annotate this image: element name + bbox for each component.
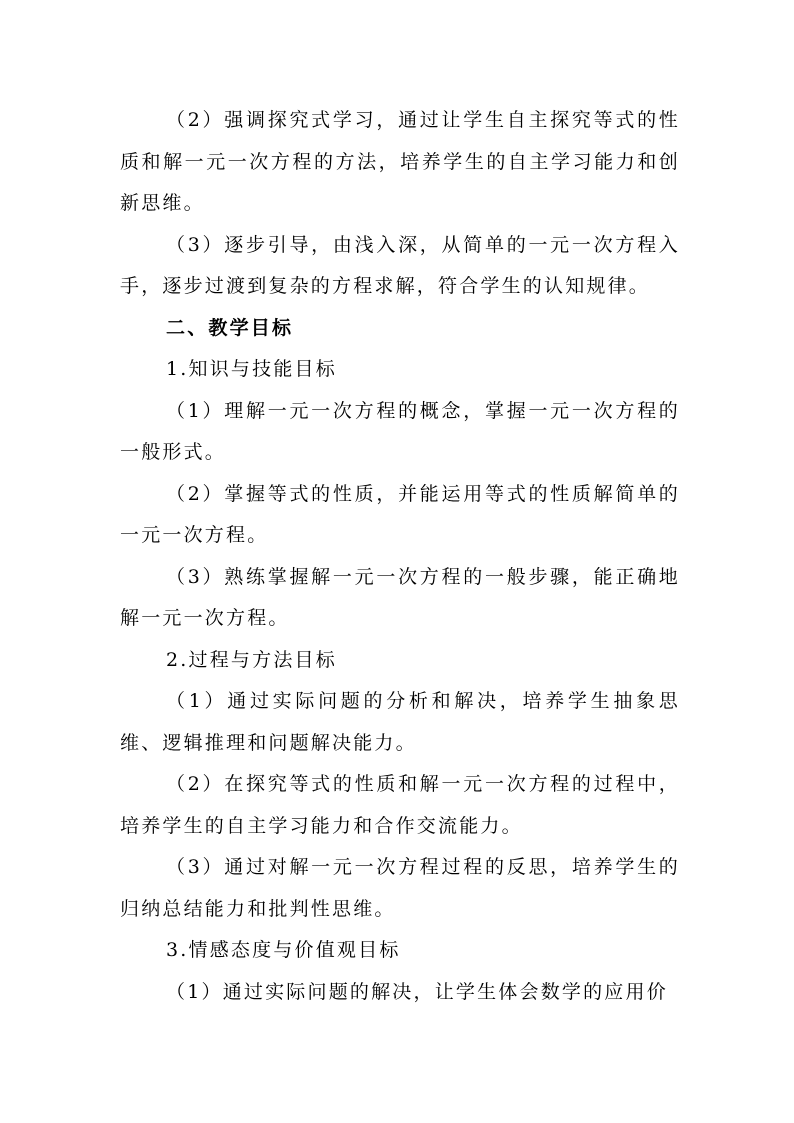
paragraph-process-3: （3）通过对解一元一次方程过程的反思，培养学生的归纳总结能力和批判性思维。 xyxy=(120,856,680,920)
paragraph-knowledge-3: （3）熟练掌握解一元一次方程的一般步骤，能正确地解一元一次方程。 xyxy=(120,565,680,629)
paragraph-process-2: （2）在探究等式的性质和解一元一次方程的过程中，培养学生的自主学习能力和合作交流能力。 xyxy=(120,773,680,837)
paragraph-method-2: （2）强调探究式学习，通过让学生自主探究等式的性质和解一元一次方程的方法，培养学生的自主学习能力和创新思维。 xyxy=(120,109,680,214)
paragraph-knowledge-2: （2）掌握等式的性质，并能运用等式的性质解简单的一元一次方程。 xyxy=(120,482,680,546)
paragraph-process-1: （1）通过实际问题的分析和解决，培养学生抽象思维、逻辑推理和问题解决能力。 xyxy=(120,690,680,754)
paragraph-method-3: （3）逐步引导，由浅入深，从简单的一元一次方程入手，逐步过渡到复杂的方程求解，符合学生的认知规律。 xyxy=(120,233,680,297)
paragraph-emotion-1: （1）通过实际问题的解决，让学生体会数学的应用价 xyxy=(166,980,668,1003)
paragraph-knowledge-1: （1）理解一元一次方程的概念，掌握一元一次方程的一般形式。 xyxy=(120,399,680,463)
subheading-knowledge-skills: 1.知识与技能目标 xyxy=(166,358,337,380)
section-heading-teaching-goals: 二、教学目标 xyxy=(166,316,294,339)
subheading-emotion-values: 3.情感态度与价值观目标 xyxy=(166,939,401,961)
subheading-process-method: 2.过程与方法目标 xyxy=(166,648,337,671)
document-body xyxy=(120,100,680,1013)
